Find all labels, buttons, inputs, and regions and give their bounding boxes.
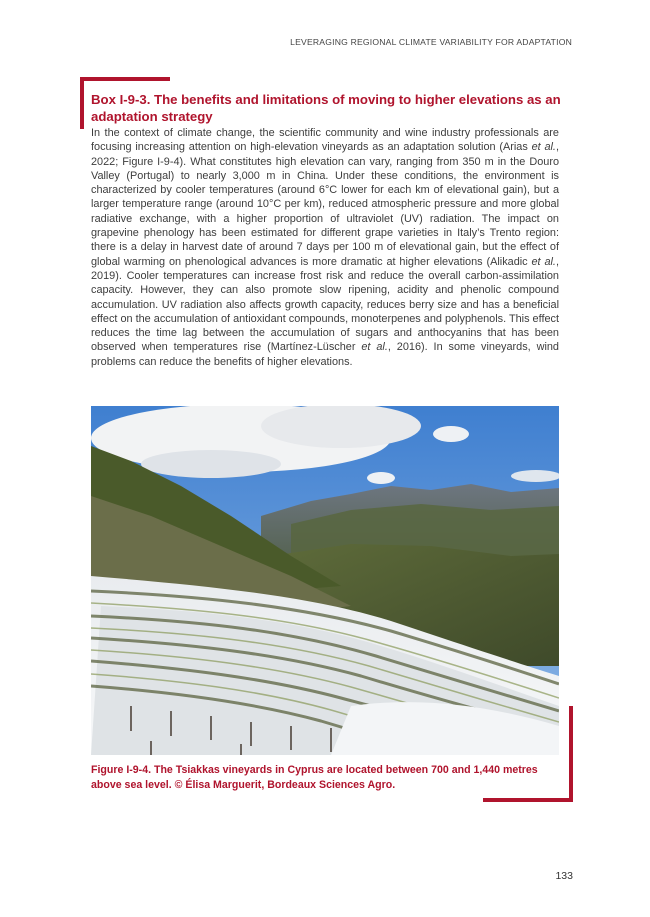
body-citation-etal-3: et al. [361,341,388,354]
body-text-1: In the context of climate change, the scientific community and wine industry professionals are focusing increasing attention on high-elevation vineyards as an adaptation solution (Arias [91,127,559,154]
box-bracket-top-horizontal [80,77,170,81]
caption-bracket-right [569,706,573,802]
caption-bracket-bottom [483,798,573,802]
box-title: Box I-9-3. The benefits and limitations of moving to higher elevations as an adaptation strategy [91,92,561,124]
page-number: 133 [555,870,573,882]
body-text-2: , 2022; Figure I-9-4). What constitutes high elevation can vary, ranging from 350 m in the Douro Valley (Portugal) to nearly 3,000 m in China. Under these conditions, the environment is characterized by cooler temperatures (around 6°C lower for each km of elevational gain), but a larger temperature range (around 10°C per km), reduced atmospheric pressure and more global radiative exchange, with a higher proportion of ultraviolet (UV) radiation. The impact on grapevine phenology has been estimated for different grape varieties in Italy’s Trento region: there is a delay in harvest date of around 7 days per 100 m of elevational gain, but the effect of global warming on phenological advances is more dramatic at higher elevations (Alikadic [91,141,559,268]
running-header: LEVERAGING REGIONAL CLIMATE VARIABILITY FOR ADAPTATION [290,37,572,47]
box-body-paragraph [91,126,559,369]
body-text-3: , 2019). Cooler temperatures can increase frost risk and reduce the overall carbon-assimilation capacity. However, they can also promote slow ripening, acidity and phenolic compound accumulation. UV radiation also affects growth capacity, reduces berry size and has a beneficial effect on the accumulation of antioxidant compounds, monoterpenes and polyphenols. This effect reduces the time lag between the accumulation of sugars and anthocyanins that has been observed when temperatures rise (Martínez-Lüscher [91,255,559,354]
box-bracket-top [80,77,84,129]
body-citation-etal-1: et al. [531,141,556,154]
body-text-4: , 2016). In some vineyards, wind problems can reduce the benefits of higher elevations. [91,341,559,368]
body-citation-etal-2: et al. [531,255,556,268]
figure-caption: Figure I-9-4. The Tsiakkas vineyards in Cyprus are located between 700 and 1,440 metres above sea level. © Élisa Marguerit, Bordeaux Sciences Agro. [91,764,538,791]
figure-photo-vineyards [91,406,559,755]
